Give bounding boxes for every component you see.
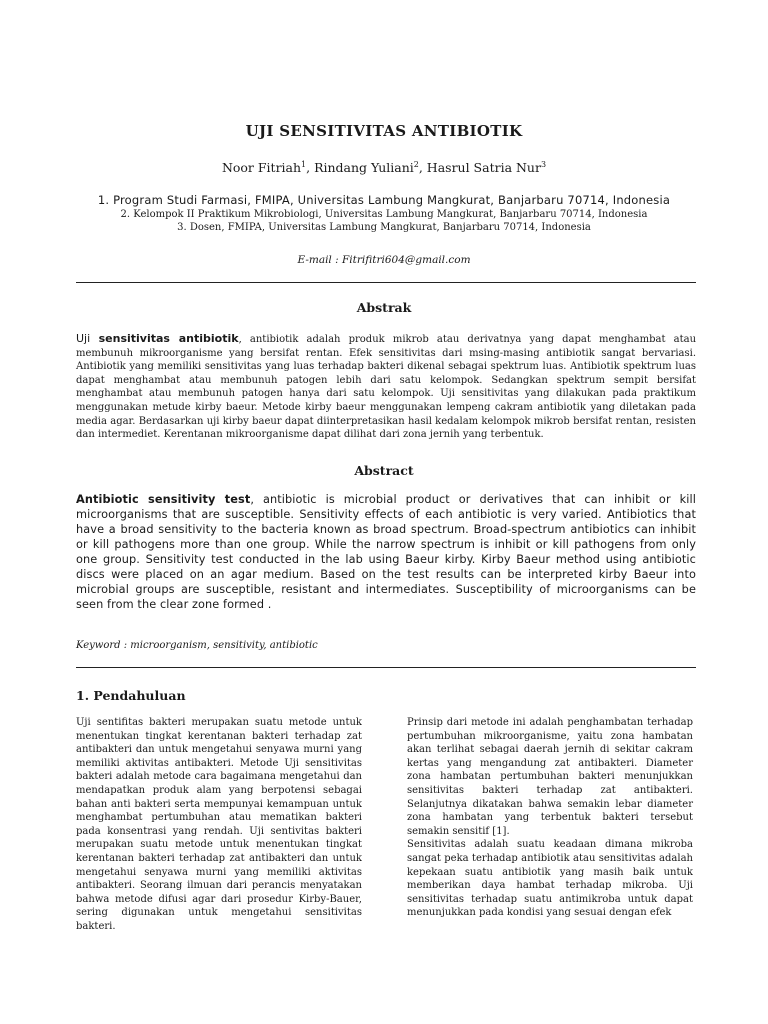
author-affiliation-mark: 1 <box>301 160 307 169</box>
author-affiliation-mark: 3 <box>540 160 547 169</box>
author-name: Noor Fitriah <box>221 160 302 176</box>
author-name: Rindang Yuliani <box>314 160 414 176</box>
author-name: Hasrul Satria Nur <box>426 160 541 176</box>
divider <box>76 667 696 668</box>
body-column-right <box>407 716 693 920</box>
abstrak-text <box>76 332 696 442</box>
section-heading-pendahuluan: 1. Pendahuluan <box>76 688 186 703</box>
abstract-text <box>76 492 696 612</box>
paragraph: Prinsip dari metode ini adalah penghambatan terhadap pertumbuhan mikroorganisme, yaitu zona hambatan akan terlihat sebagai daerah jernih di sekitar cakram kertas yang mengandung zat antibakteri. Diameter zona hambatan pertumbuhan bakteri menunjukkan sensitivitas bakteri terhadap zat antibakteri. Selanjutnya dikatakan bahwa semakin lebar diameter zona hambatan yang terbentuk bakteri tersebut semakin sensitif [1]. <box>407 717 693 837</box>
keywords: Keyword : microorganism, sensitivity, antibiotic <box>76 640 318 651</box>
abstract-lead-bold: Antibiotic sensitivity test <box>76 493 251 506</box>
paragraph: Uji sentifitas bakteri merupakan suatu metode untuk menentukan tingkat kerentanan bakteri terhadap zat antibakteri dan untuk mengetahui senyawa murni yang memiliki aktivitas antibakteri. Metode Uji sensitivitas bakteri adalah metode cara bagaimana mengetahui dan mendapatkan produk alam yang berpotensi sebagai bahan anti bakteri serta mempunyai kemampuan untuk menghambat pertumbuhan atau mematikan bakteri pada konsentrasi yang rendah. Uji sentivitas bakteri merupakan suatu metode untuk menentukan tingkat kerentanan bakteri terhadap zat antibakteri dan untuk mengetahui senyawa murni yang memiliki aktivitas antibakteri. Seorang ilmuan dari perancis menyatakan bahwa metode difusi agar dari prosedur Kirby-Bauer, sering digunakan untuk mengetahui sensitivitas bakteri. <box>76 717 362 932</box>
abstract-body: , antibiotic is microbial product or derivatives that can inhibit or kill microorganisms that are susceptible. Sensitivity effects of each antibiotic is very varied. Antibiotics that have a broad sensitivity to the bacteria known as broad spectrum. Broad-spectrum antibiotics can inhibit or kill pathogens more than one group. While the narrow spectrum is inhibit or kill pathogens from only one group. Sensitivity test conducted in the lab using Baeur kirby. Kirby Baeur method using antibiotic discs were placed on an agar medium. Based on the test results can be interpreted kirby Baeur into microbial groups are susceptible, resistant and intermediates. Susceptibility of microorganisms can be seen from the clear zone formed . <box>76 493 697 611</box>
affiliation: 1. Program Studi Farmasi, FMIPA, Universitas Lambung Mangkurat, Banjarbaru 70714, Indonesia <box>97 193 671 207</box>
abstrak-lead-prefix: Uji <box>76 332 99 345</box>
abstrak-lead-bold: sensitivitas antibiotik <box>98 332 239 345</box>
author-affiliation-mark: 2 <box>413 160 419 169</box>
corresponding-email: E-mail : Fitrifitri604@gmail.com <box>297 254 471 266</box>
paper-title: UJI SENSITIVITAS ANTIBIOTIK <box>245 122 523 140</box>
paragraph: Sensitivitas adalah suatu keadaan dimana mikroba sangat peka terhadap antibiotik atau sensitivitas adalah kepekaan suatu antibiotik yang masih baik untuk memberikan daya hambat terhadap mikroba. Uji sensitivitas terhadap suatu antimikroba untuk dapat menunjukkan pada kondisi yang sesuai dengan efek <box>407 839 693 919</box>
author-list: Noor Fitriah$^1$, Rindang Yuliani$^2$, Hasrul Satria Nur$^3$ <box>221 160 547 176</box>
body-column-left <box>76 716 362 934</box>
abstrak-heading: Abstrak <box>356 300 412 315</box>
abstrak-lead <box>76 332 239 345</box>
abstrak-body: , antibiotik adalah produk mikrob atau derivatnya yang dapat menghambat atau membunuh mikroorganisme yang bersifat rentan. Efek sensitivitas dari msing-masing antibiotik sangat bervariasi. Antibiotik yang memiliki sensitivitas yang luas terhadap bakteri dikenal sebagai spektrum luas. Antibiotik spektrum luas dapat menghambat atau membunuh patogen lebih dari satu kelompok. Sedangkan spektrum sempit bersifat menghambat atau membunuh patogen hanya dari satu kelompok. Uji sensitivitas yang dilakukan pada praktikum menggunakan metude kirby baeur. Metode kirby baeur menggunakan lempeng cakram antibiotik yang diletakan pada media agar. Berdasarkan uji kirby baeur dapat diinterpretasikan hasil kedalam kelompok mikrob bersifat rentan, resisten dan intermediet. Kerentanan mikroorganisme dapat dilihat dari zona jernih yang terbentuk. <box>76 334 697 441</box>
affiliation: 3. Dosen, FMIPA, Universitas Lambung Mangkurat, Banjarbaru 70714, Indonesia <box>177 222 591 233</box>
divider <box>76 282 696 283</box>
affiliation: 2. Kelompok II Praktikum Mikrobiologi, Universitas Lambung Mangkurat, Banjarbaru 70714, Indonesia <box>120 209 648 220</box>
abstract-heading: Abstract <box>354 463 414 478</box>
